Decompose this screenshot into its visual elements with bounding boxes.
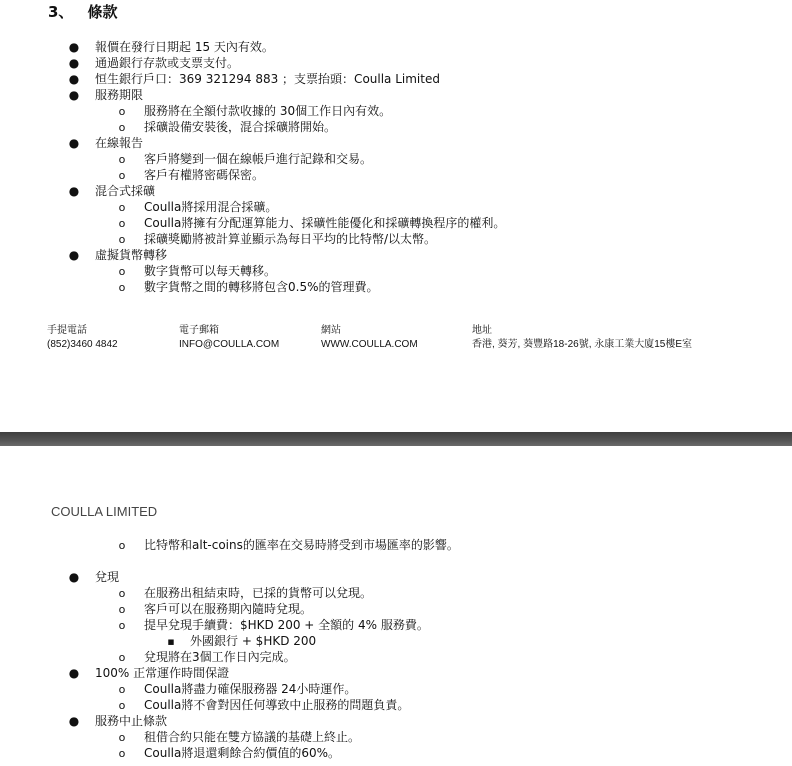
footer-address-label: 地址	[472, 325, 492, 336]
list-item: 採礦設備安裝後，混合採礦將開始。	[144, 120, 337, 134]
list-item: Coulla將退還剩餘合約價值的60%。	[144, 746, 341, 760]
list-item: Coulla將不會對因任何導致中止服務的問題負責。	[144, 698, 410, 712]
bullet-open: o	[118, 731, 126, 744]
list-item: 提早兌現手續費：$HKD 200 + 全額的 4% 服務費。	[144, 618, 429, 632]
section-title: 條款	[87, 3, 118, 21]
list-item: 在線報告	[95, 136, 144, 150]
bullet-open: o	[118, 121, 126, 134]
list-item: 在服務出租結束時，已採的貨幣可以兌現。	[144, 586, 373, 600]
bullet-filled: ●	[68, 56, 80, 70]
list-item: 客戶將變到一個在線帳戶進行記錄和交易。	[144, 152, 373, 166]
footer-email-label: 電子郵箱	[179, 325, 219, 336]
bullet-open: o	[118, 153, 126, 166]
bullet-open: o	[118, 603, 126, 616]
bullet-filled: ●	[68, 570, 80, 584]
bullet-open: o	[118, 265, 126, 278]
list-item: 服務中止條款	[95, 714, 168, 728]
list-item: 兌現	[95, 570, 120, 584]
bullet-open: o	[118, 217, 126, 230]
list-item: 報價在發行日期起 15 天內有效。	[95, 40, 274, 54]
bullet-open: o	[118, 169, 126, 182]
bullet-open: o	[118, 699, 126, 712]
list-item: Coulla將盡力確保服務器 24小時運作。	[144, 682, 357, 696]
bullet-open: o	[118, 281, 126, 294]
list-item: 混合式採礦	[95, 184, 156, 198]
footer-address-value: 香港, 葵芳, 葵豐路18-26號, 永康工業大廈15樓E室	[472, 339, 693, 350]
bullet-square: ▪	[167, 635, 175, 648]
bullet-filled: ●	[68, 72, 80, 86]
list-item: 100% 正常運作時間保證	[95, 666, 230, 680]
bullet-open: o	[118, 587, 126, 600]
bullet-open: o	[118, 747, 126, 760]
list-item: 服務期限	[95, 88, 144, 102]
list-item: 數字貨幣可以每天轉移。	[144, 264, 277, 278]
bullet-open: o	[118, 539, 126, 552]
list-item: 虛擬貨幣轉移	[95, 248, 168, 262]
footer-website-label: 網站	[321, 325, 341, 336]
bullet-filled: ●	[68, 88, 80, 102]
page-separator	[0, 432, 792, 446]
list-item: 外國銀行 + $HKD 200	[190, 634, 317, 648]
footer-website-value: WWW.COULLA.COM	[321, 339, 418, 350]
list-item: Coulla將採用混合採礦。	[144, 200, 278, 214]
list-item: 兌現將在3個工作日內完成。	[144, 650, 296, 664]
bullet-open: o	[118, 105, 126, 118]
list-item: 服務將在全額付款收據的 30個工作日內有效。	[144, 104, 392, 118]
bullet-open: o	[118, 651, 126, 664]
section-number: 3、	[48, 3, 74, 21]
list-item: 租借合約只能在雙方協議的基礎上終止。	[144, 730, 361, 744]
bullet-filled: ●	[68, 136, 80, 150]
bullet-filled: ●	[68, 248, 80, 262]
footer-phone-label: 手提電話	[47, 325, 87, 336]
footer-email-value: INFO@COULLA.COM	[179, 339, 280, 350]
bullet-filled: ●	[68, 714, 80, 728]
list-item: 通過銀行存款或支票支付。	[95, 56, 240, 70]
footer-phone-value: (852)3460 4842	[47, 339, 118, 350]
list-item: 客戶可以在服務期內隨時兌現。	[144, 602, 313, 616]
bullet-open: o	[118, 233, 126, 246]
bullet-open: o	[118, 619, 126, 632]
bullet-open: o	[118, 683, 126, 696]
bullet-filled: ●	[68, 666, 80, 680]
list-item: 比特幣和alt-coins的匯率在交易時將受到市場匯率的影響。	[144, 538, 459, 552]
bullet-filled: ●	[68, 40, 80, 54]
section-heading	[48, 2, 117, 22]
list-item: 數字貨幣之間的轉移將包含0.5%的管理費。	[144, 280, 379, 294]
list-item: 恒生銀行戶口：369 321294 883 ；支票抬頭：Coulla Limited	[95, 72, 440, 86]
list-item: Coulla將擁有分配運算能力、採礦性能優化和採礦轉換程序的權利。	[144, 216, 506, 230]
list-item: 採礦獎勵將被計算並顯示為每日平均的比特幣/以太幣。	[144, 232, 437, 246]
bullet-filled: ●	[68, 184, 80, 198]
company-header: COULLA LIMITED	[51, 504, 158, 519]
bullet-open: o	[118, 201, 126, 214]
document-page-2	[0, 446, 792, 766]
list-item: 客戶有權將密碼保密。	[144, 168, 265, 182]
